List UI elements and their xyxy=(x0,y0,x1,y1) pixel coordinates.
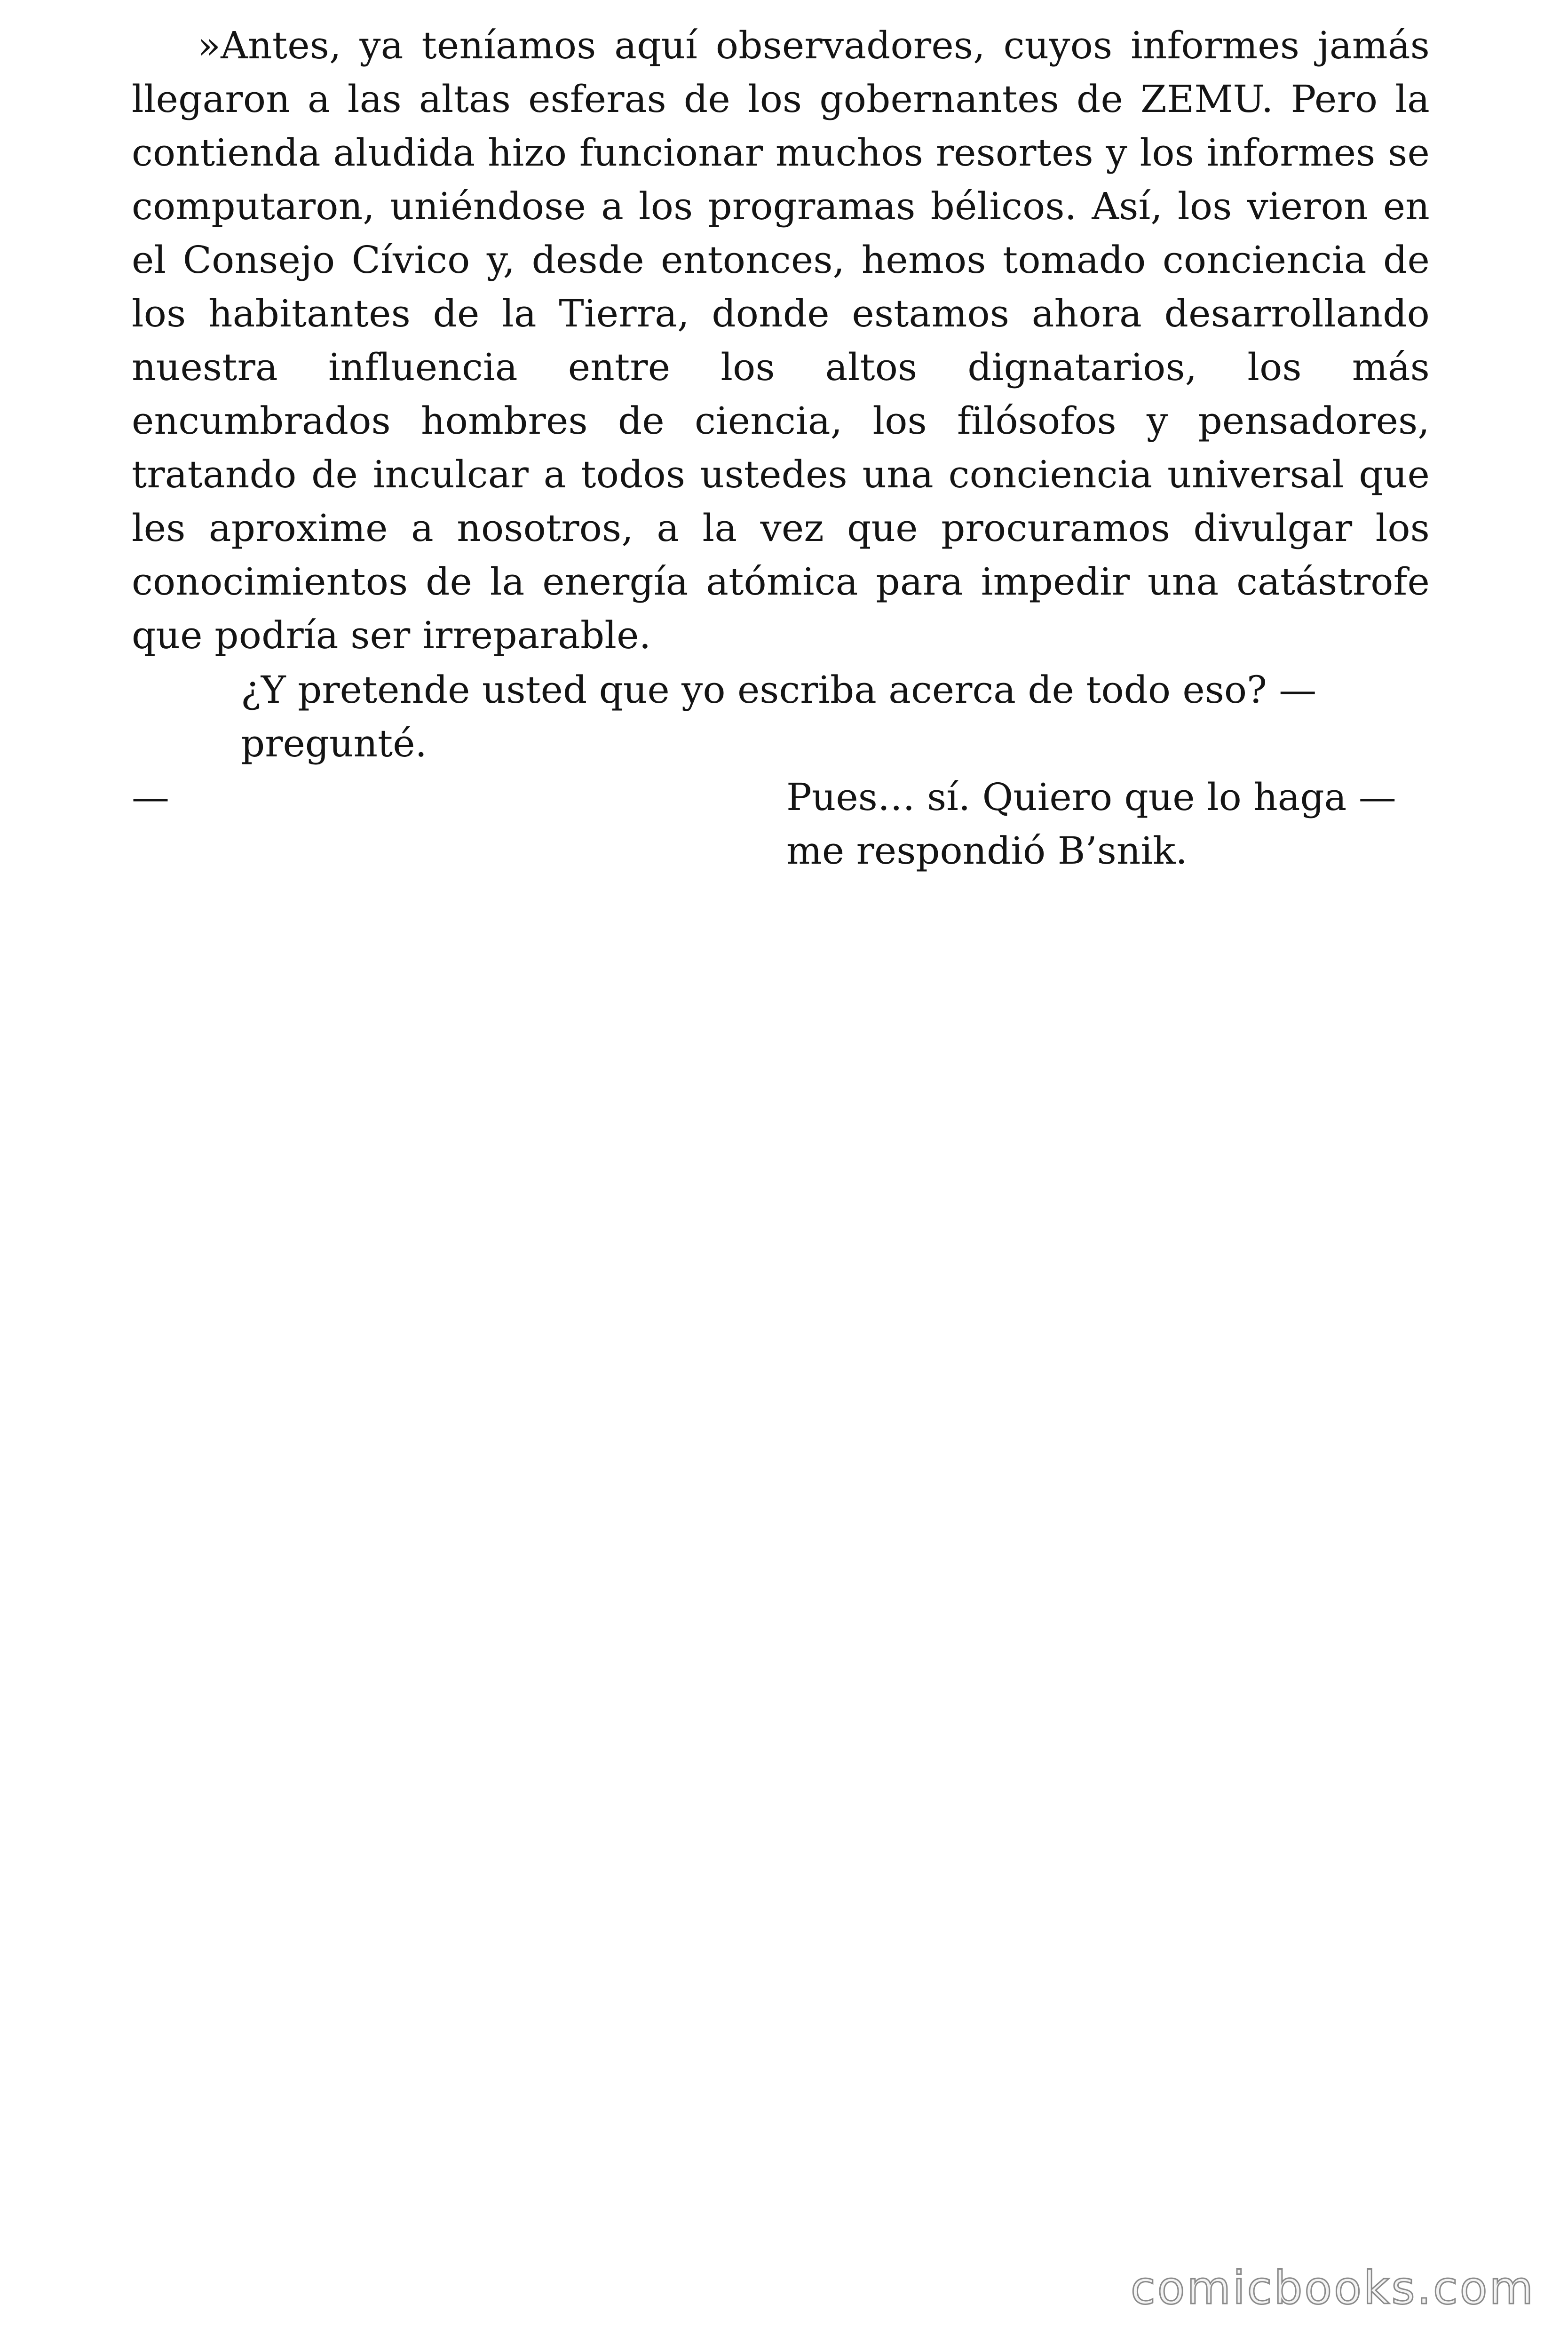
page-body xyxy=(132,19,1430,662)
dialog-question-line-2: pregunté. xyxy=(241,722,427,765)
dialog-answer-line-1: Pues… sí. Quiero que lo haga — xyxy=(786,775,1396,819)
dialog-answer xyxy=(786,771,1445,878)
dialog-answer-dash: — xyxy=(132,775,169,819)
dialog-question-line-1: ¿Y pretende usted que yo escriba acerca de todo eso? — xyxy=(241,668,1317,712)
dialog-question xyxy=(241,663,1370,771)
watermark-logo: comicbooks.com xyxy=(1130,2262,1535,2314)
body-paragraph: »Antes, ya teníamos aquí observadores, cuyos informes jamás llegaron a las altas esferas de los gobernantes de ZEMU. Pero la contienda aludida hizo funcionar muchos resortes y los informes se computaron, uniéndose a los programas bélicos. Así, los vieron en el Consejo Cívico y, desde entonces, hemos tomado conciencia de los habitantes de la Tierra, donde estamos ahora desarrollando nuestra influencia entre los altos dignatarios, los más encumbrados hombres de ciencia, los filósofos y pensadores, tratando de inculcar a todos ustedes una conciencia universal que les aproxime a nosotros, a la vez que procuramos divulgar los conocimientos de la energía atómica para impedir una catástrofe que podría ser irreparable. xyxy=(132,24,1430,657)
dialog-answer-line-2: me respondió B’snik. xyxy=(786,829,1188,873)
